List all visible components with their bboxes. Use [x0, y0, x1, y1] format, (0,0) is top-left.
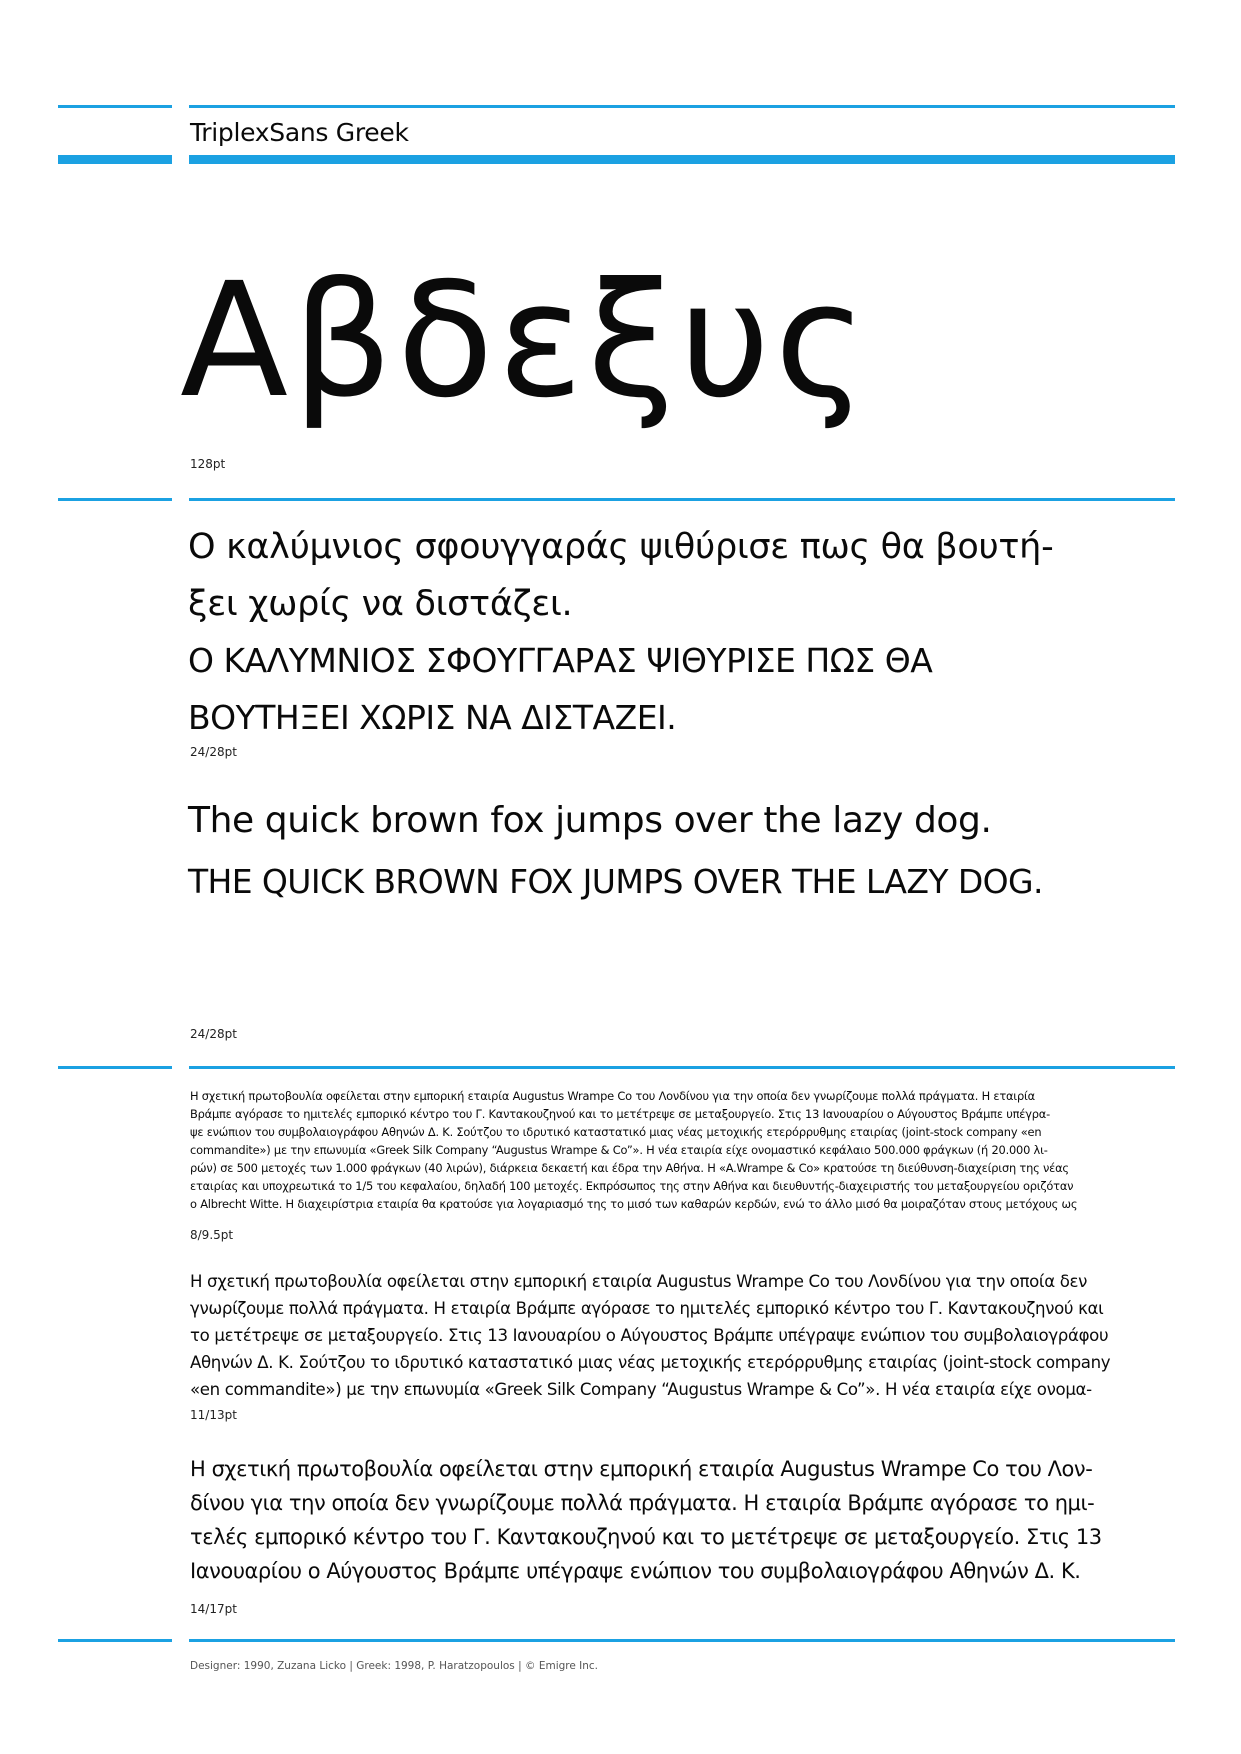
- paragraph-medium-line: Η σχετική πρωτοβουλία οφείλεται στην εμπορική εταιρία Augustus Wrampe Co του Λονδίνου για την οποία δεν: [190, 1272, 1088, 1291]
- paragraph-medium-line: γνωρίζουμε πολλά πράγματα. Η εταιρία Βράμπε αγόρασε το ημιτελές εμπορικό κέντρο του Γ. Καντακουζηνού και: [190, 1299, 1104, 1318]
- paragraph-large-line: δίνου για την οποία δεν γνωρίζουμε πολλά πράγματα. Η εταιρία Βράμπε αγόρασε το ημι-: [190, 1491, 1095, 1515]
- page-title: TriplexSans Greek: [190, 118, 409, 147]
- paragraph-small-line: ψε ενώπιον του συμβολαιογράφου Αθηνών Δ. Κ. Σούτζου το ιδρυτικό καταστατικό μιας νέας μετοχικής ετερόρρυθμης εταιρίας (joint-stock company «en: [190, 1125, 1042, 1139]
- greek-sample-caps-line: Ο ΚΑΛΥΜΝΙΟΣ ΣΦΟΥΓΓΑΡΑΣ ΨΙΘΥΡΙΣΕ ΠΩΣ ΘΑ: [188, 641, 933, 680]
- greek-sample-line: ξει χωρίς να διστάζει.: [188, 584, 573, 624]
- paragraph-medium: [190, 1268, 1110, 1403]
- paragraph-small-line: εταιρίας και υποχρεωτικά το 1/5 του κεφαλαίου, δηλαδή 100 μετοχές. Εκπρόσωπος της στην Αθήνα και διευθυντής-διαχειριστής του μεταξουργείου οριζόταν: [190, 1179, 1074, 1193]
- greek-sample-caps-line: ΒΟΥΤΗΞΕΙ ΧΩΡΙΣ ΝΑ ΔΙΣΤΑΖΕΙ.: [188, 698, 677, 737]
- paragraph-small-size-label: 8/9.5pt: [190, 1228, 234, 1242]
- section-rule: [189, 1066, 1175, 1069]
- english-sample-size-label: 24/28pt: [190, 1027, 237, 1041]
- footer-credits: Designer: 1990, Zuzana Licko | Greek: 1998, P. Haratzopoulos | © Emigre Inc.: [190, 1660, 599, 1672]
- section-rule-left: [58, 1066, 172, 1069]
- paragraph-small: [190, 1087, 1077, 1213]
- paragraph-large: [190, 1452, 1102, 1588]
- footer-rule-left: [58, 1639, 172, 1642]
- paragraph-small-line: ρών) σε 500 μετοχές των 1.000 φράγκων (40 λιρών), διάρκεια δεκαετή και έδρα την Αθήνα. Η «A.Wrampe & Co» κρατούσε τη διεύθυνση-διαχείριση της νέας: [190, 1161, 1069, 1175]
- paragraph-small-line: Η σχετική πρωτοβουλία οφείλεται στην εμπορική εταιρία Augustus Wrampe Co του Λονδίνου για την οποία δεν γνωρίζουμε πολλά πράγματα. Η εταιρία: [190, 1089, 1035, 1103]
- paragraph-small-line: ο Albrecht Witte. Η διαχειρίστρια εταιρία θα κρατούσε για λογαριασμό της το μισό των καθαρών κερδών, ενώ το άλλο μισό θα μοιραζόταν στους μετόχους ως: [190, 1197, 1078, 1211]
- english-sample-caps-line: THE QUICK BROWN FOX JUMPS OVER THE LAZY DOG.: [188, 862, 1043, 901]
- footer-rule: [189, 1639, 1175, 1642]
- greek-sample-size-label: 24/28pt: [190, 745, 237, 759]
- section-rule: [189, 498, 1175, 501]
- paragraph-large-size-label: 14/17pt: [190, 1602, 237, 1616]
- header-rule-bottom-left: [58, 155, 172, 164]
- hero-glyph-sample: Αβδεξυς: [180, 249, 872, 433]
- english-sample-line: The quick brown fox jumps over the lazy dog.: [188, 800, 992, 841]
- header-rule-top: [189, 105, 1175, 108]
- paragraph-medium-line: Αθηνών Δ. Κ. Σούτζου το ιδρυτικό καταστατικό μιας νέας μετοχικής ετερόρρυθμης εταιρίας (joint-stock company: [190, 1353, 1111, 1372]
- paragraph-large-line: Η σχετική πρωτοβουλία οφείλεται στην εμπορική εταιρία Augustus Wrampe Co του Λον-: [190, 1457, 1093, 1481]
- paragraph-small-line: Βράμπε αγόρασε το ημιτελές εμπορικό κέντρο του Γ. Καντακουζηνού και το μετέτρεψε σε μεταξουργείο. Στις 13 Ιανουαρίου ο Αύγουστος Βράμπε υπέγρα-: [190, 1107, 1050, 1121]
- greek-sample-line: Ο καλύμνιος σφουγγαράς ψιθύρισε πως θα βουτή-: [188, 527, 1054, 567]
- paragraph-small-line: commandite») με την επωνυμία «Greek Silk Company “Augustus Wrampe & Co”». Η νέα εταιρία είχε ονομαστικό κεφάλαιο 500.000 φράγκων (ή 20.000 λι-: [190, 1143, 1048, 1157]
- hero-size-label: 128pt: [190, 457, 226, 471]
- header-rule-bottom: [189, 155, 1175, 164]
- paragraph-medium-line: «en commandite») με την επωνυμία «Greek Silk Company “Augustus Wrampe & Co”». Η νέα εταιρία είχε ονομα-: [190, 1380, 1092, 1399]
- header-rule-top-left: [58, 105, 172, 108]
- paragraph-large-line: τελές εμπορικό κέντρο του Γ. Καντακουζηνού και το μετέτρεψε σε μεταξουργείο. Στις 13: [190, 1525, 1102, 1549]
- paragraph-medium-line: το μετέτρεψε σε μεταξουργείο. Στις 13 Ιανουαρίου ο Αύγουστος Βράμπε υπέγραψε ενώπιον του συμβολαιογράφου: [190, 1326, 1109, 1345]
- paragraph-medium-size-label: 11/13pt: [190, 1408, 237, 1422]
- paragraph-large-line: Ιανουαρίου ο Αύγουστος Βράμπε υπέγραψε ενώπιον του συμβολαιογράφου Αθηνών Δ. Κ.: [190, 1559, 1081, 1583]
- section-rule-left: [58, 498, 172, 501]
